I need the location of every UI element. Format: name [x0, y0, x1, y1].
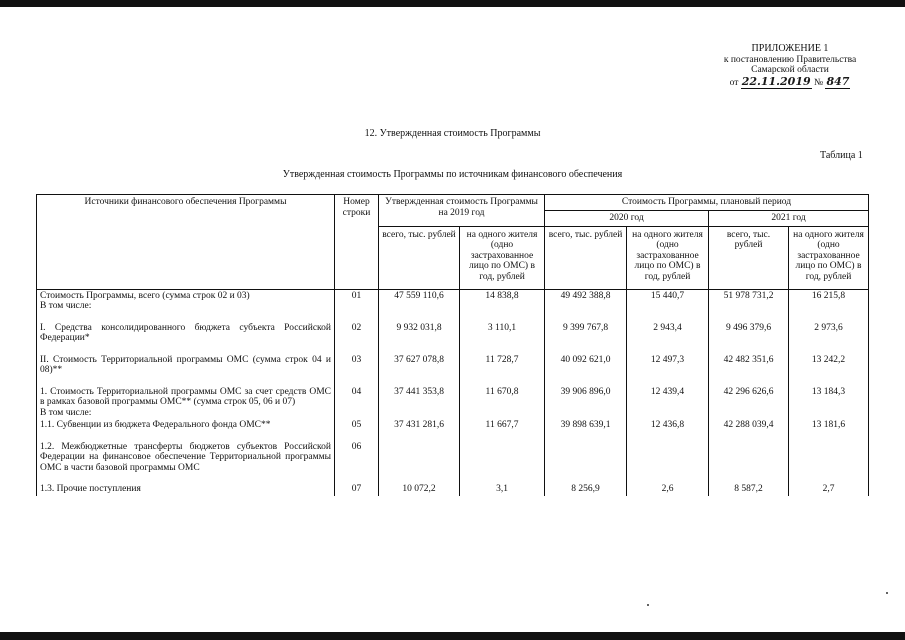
cell-per-capita-2019: 11 670,8: [460, 377, 545, 420]
appendix-line-1: к постановлению Правительства: [723, 54, 857, 65]
table-row: [37, 474, 869, 496]
cell-total-2021: 9 496 379,6: [709, 313, 789, 345]
cell-total-2021: 42 288 039,4: [709, 419, 789, 432]
table-row: [37, 345, 869, 377]
cell-total-2021: 51 978 731,2: [709, 289, 789, 313]
row-code: 07: [335, 474, 379, 496]
cell-total-2020: 8 256,9: [545, 474, 627, 496]
appendix-line-2: Самарской области: [751, 65, 829, 75]
cell-total-2020: 40 092 621,0: [545, 345, 627, 377]
header-total-2019: всего, тыс. рублей: [379, 226, 460, 289]
row-code: 04: [335, 377, 379, 420]
scan-bottom-border: [0, 632, 905, 640]
row-name: Стоимость Программы, всего (сумма строк 02 и 03): [40, 290, 250, 301]
cell-per-capita-2021: [789, 432, 869, 475]
header-total-2021: всего, тыс. рублей: [709, 226, 789, 289]
header-per-capita-2019: на одного жителя (одно застрахованное лицо по ОМС) в год, рублей: [460, 226, 545, 289]
header-sources: Источники финансового обеспечения Программы: [37, 195, 335, 290]
row-code: 06: [335, 432, 379, 475]
row-name: 1.3. Прочие поступления: [37, 474, 335, 496]
cell-per-capita-2020: 2,6: [627, 474, 709, 496]
appendix-title: ПРИЛОЖЕНИЕ 1: [751, 43, 829, 54]
cell-per-capita-2021: 2,7: [789, 474, 869, 496]
cell-per-capita-2019: 14 838,8: [460, 289, 545, 313]
cell-total-2021: [709, 432, 789, 475]
cell-total-2020: 39 906 896,0: [545, 377, 627, 420]
cell-per-capita-2020: 12 439,4: [627, 377, 709, 420]
row-code: 03: [335, 345, 379, 377]
table-row: [37, 313, 869, 345]
cell-total-2019: 37 431 281,6: [379, 419, 460, 432]
table-caption: Утвержденная стоимость Программы по источникам финансового обеспечения: [282, 169, 623, 180]
cell-per-capita-2020: [627, 432, 709, 475]
row-subnote: В том числе:: [40, 407, 92, 418]
cell-per-capita-2021: 13 181,6: [789, 419, 869, 432]
header-planned-period: Стоимость Программы, плановый период: [545, 195, 869, 211]
cell-per-capita-2020: 12 436,8: [627, 419, 709, 432]
row-name: I. Средства консолидированного бюджета субъекта Российской Федерации*: [37, 313, 335, 345]
cell-total-2021: 8 587,2: [709, 474, 789, 496]
row-name: 1.2. Межбюджетные трансферты бюджетов субъектов Российской Федерации на финансовое обеспечение Территориальной программы ОМС в части базовой программы ОМС: [37, 432, 335, 475]
header-per-capita-2021: на одного жителя (одно застрахованное лицо по ОМС) в год, рублей: [789, 226, 869, 289]
row-subnote: В том числе:: [40, 301, 92, 311]
cell-total-2020: 9 399 767,8: [545, 313, 627, 345]
cell-per-capita-2020: 12 497,3: [627, 345, 709, 377]
cell-per-capita-2019: 3,1: [460, 474, 545, 496]
appendix-block: [700, 44, 880, 88]
cell-total-2019: 9 932 031,8: [379, 313, 460, 345]
date-prefix: от: [729, 77, 739, 88]
cell-per-capita-2021: 16 215,8: [789, 289, 869, 313]
header-year-2020: 2020 год: [545, 211, 709, 227]
section-title: 12. Утвержденная стоимость Программы: [364, 128, 541, 139]
header-per-capita-2020: на одного жителя (одно застрахованное лицо по ОМС) в год, рублей: [627, 226, 709, 289]
header-line-number: Номер строки: [335, 195, 379, 290]
cell-total-2019: 37 441 353,8: [379, 377, 460, 420]
cell-per-capita-2019: 11 667,7: [460, 419, 545, 432]
row-code: 01: [335, 289, 379, 313]
cell-per-capita-2021: 2 973,6: [789, 313, 869, 345]
table-row: [37, 432, 869, 475]
cell-per-capita-2020: 15 440,7: [627, 289, 709, 313]
table-label: Таблица 1: [820, 150, 863, 161]
row-name: 1.1. Субвенции из бюджета Федерального фонда ОМС**: [37, 419, 335, 432]
cost-table: [36, 194, 869, 496]
handwritten-number: 847: [826, 74, 850, 88]
cell-per-capita-2019: 3 110,1: [460, 313, 545, 345]
header-approved-2019: Утвержденная стоимость Программы на 2019 год: [379, 195, 545, 227]
row-name: 1. Стоимость Территориальной программы ОМС за счет средств ОМС в рамках базовой программы ОМС** (сумма строк 05, 06 и 07): [40, 386, 331, 407]
cell-per-capita-2021: 13 184,3: [789, 377, 869, 420]
cell-total-2019: 37 627 078,8: [379, 345, 460, 377]
cell-per-capita-2021: 13 242,2: [789, 345, 869, 377]
table-row: [37, 419, 869, 432]
appendix-date-line: [700, 74, 880, 89]
cell-per-capita-2019: 11 728,7: [460, 345, 545, 377]
cell-total-2020: 39 898 639,1: [545, 419, 627, 432]
scan-top-border: [0, 0, 905, 7]
row-code: 05: [335, 419, 379, 432]
header-total-2020: всего, тыс. рублей: [545, 226, 627, 289]
cell-total-2019: [379, 432, 460, 475]
scan-speck: [647, 604, 649, 606]
table-row: [37, 377, 869, 420]
number-sign: №: [814, 77, 824, 88]
cell-total-2020: [545, 432, 627, 475]
handwritten-date: 22.11.2019: [741, 74, 811, 88]
cell-total-2021: 42 296 626,6: [709, 377, 789, 420]
scan-speck: [886, 592, 888, 594]
table-row: [37, 289, 869, 313]
row-code: 02: [335, 313, 379, 345]
cell-total-2020: 49 492 388,8: [545, 289, 627, 313]
cell-total-2019: 47 559 110,6: [379, 289, 460, 313]
header-year-2021: 2021 год: [709, 211, 869, 227]
row-name: II. Стоимость Территориальной программы ОМС (сумма строк 04 и 08)**: [37, 345, 335, 377]
cell-total-2021: 42 482 351,6: [709, 345, 789, 377]
cell-per-capita-2019: [460, 432, 545, 475]
cell-total-2019: 10 072,2: [379, 474, 460, 496]
cell-per-capita-2020: 2 943,4: [627, 313, 709, 345]
